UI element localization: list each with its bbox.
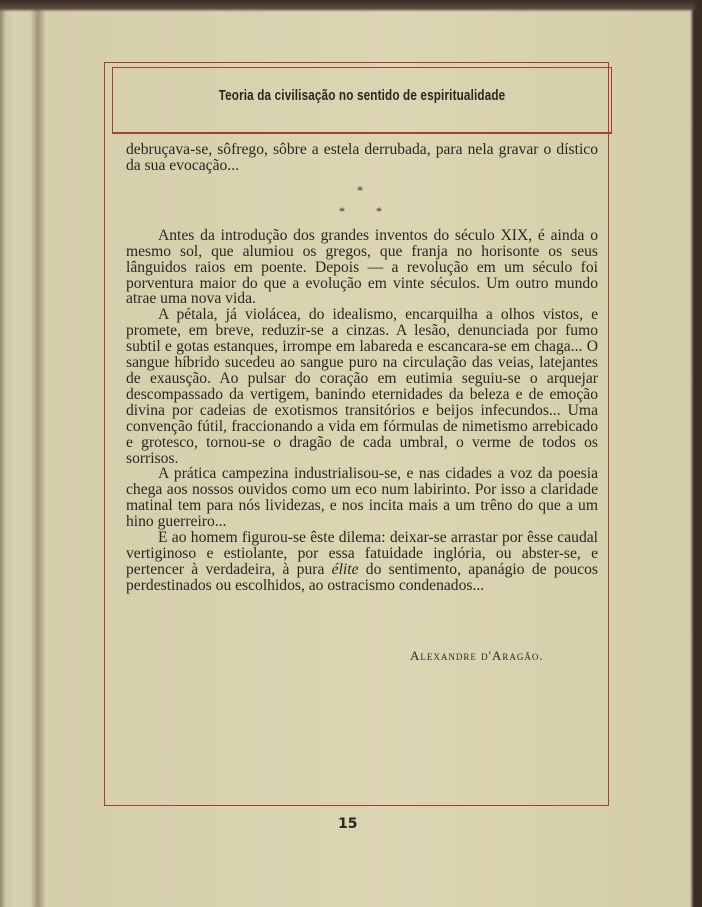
separator-star-top: *	[357, 182, 363, 197]
separator-star-right: *	[376, 203, 382, 218]
running-header-title: Teoria da civilisação no sentido de espiritualidade	[218, 87, 506, 104]
author-signature: Alexandre d'Aragão.	[410, 648, 544, 663]
paragraph-5-text-b: do sentimento, apanágio de poucos perdestinados ou escolhidos, ao ostracismo condenados...	[126, 560, 599, 594]
paragraph-1: debruçava-se, sôfrego, sôbre a estela derrubada, para nela gravar o dístico da sua evocação...	[126, 141, 598, 174]
page-number: 15	[338, 816, 358, 832]
paragraph-4: A prática campezina industrialisou-se, e nas cidades a voz da poesia chega aos nossos ouvidos como um eco num labirinto. Por isso a claridade matinal tem para nós lividezas, e nos incita mais a um trêno do que a um hino guerreiro...	[126, 465, 598, 531]
paragraph-5-text-a: E ao homem figurou-se êste dilema: deixar-se arrastar por êsse caudal vertiginoso e estiolante, por essa fatuidade inglória, ou abster-se, e pertencer à verdadeira, à pura	[126, 529, 598, 578]
paragraph-5	[126, 530, 598, 594]
body-text	[126, 142, 598, 594]
paragraph-3: A pétala, já violácea, do idealismo, encarquilha a olhos vistos, e promete, em breve, reduzir-se a cinzas. A lesão, denunciada por fumo subtil e gotas estanques, irrompe em labareda e escancara-se em chaga... O sangue híbrido sucedeu ao sangue puro na circulação das veias, latejantes de exausção. Ao pulsar do coração em eutimia seguiu-se o arquejar descompassado da vertigem, banindo eternidades da beleza e de emoção divina por cadeias de exotismos transitórios e beijos infecundos... Uma convenção fútil, fraccionando a vida em fórmulas de nimetismo arrebicado e grotesco, tornou-se o dragão de cada umbral, o verme de todos os sorrisos.	[126, 306, 598, 467]
paragraph-2: Antes da introdução dos grandes inventos do século XIX, é ainda o mesmo sol, que alumiou os gregos, que franja no horisonte os seus lânguidos raios em poente. Depois — a revolução em um século foi porventura maior do que a evolução em vinte séculos. Um outro mundo atrae uma nova vida.	[126, 226, 598, 308]
paragraph-5-italic: élite	[331, 560, 359, 578]
scan-top-edge	[0, 0, 702, 12]
scan-right-edge	[692, 0, 702, 907]
separator-star-left: *	[339, 203, 345, 218]
section-separator	[126, 174, 598, 228]
